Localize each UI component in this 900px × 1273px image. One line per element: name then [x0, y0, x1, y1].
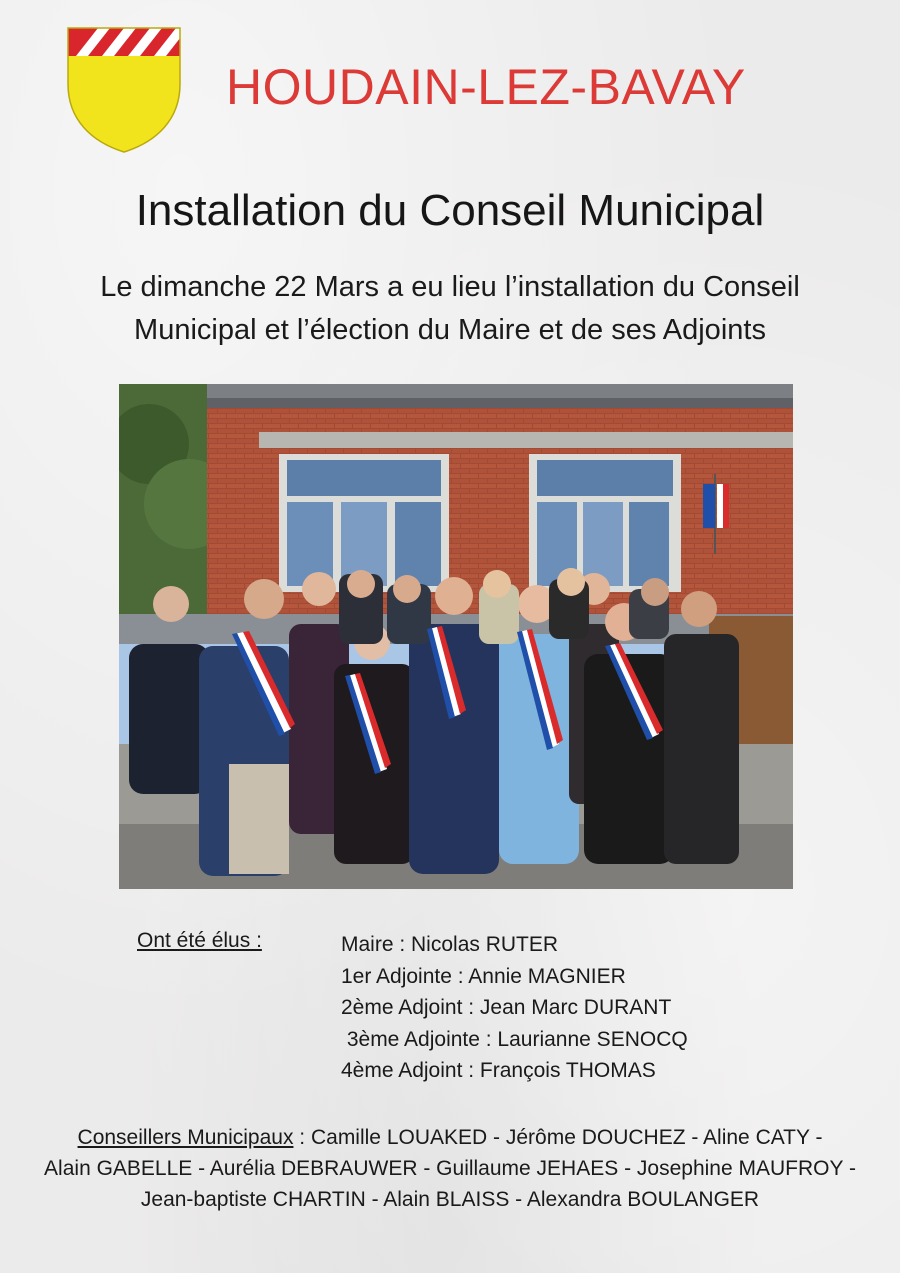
intro-line-1: Le dimanche 22 Mars a eu lieu l’installation du Conseil: [100, 271, 800, 303]
list-item-deputy-4: 4ème Adjoint : François THOMAS: [341, 1059, 656, 1082]
councillors-text: [20, 1122, 880, 1215]
page-title: Installation du Conseil Municipal: [135, 186, 765, 235]
councillors-label: Conseillers Municipaux: [77, 1126, 294, 1149]
list-item-deputy-3: 3ème Adjointe : Laurianne SENOCQ: [341, 1027, 688, 1051]
elected-list: [341, 929, 688, 1087]
intro-text: [30, 266, 870, 352]
list-item-deputy-2: 2ème Adjoint : Jean Marc DURANT: [341, 996, 672, 1019]
councillors-line-2: Alain GABELLE - Aurélia DEBRAUWER - Guillaume JEHAES - Josephine MAUFROY -: [44, 1157, 856, 1180]
intro-line-2: Municipal et l’élection du Maire et de ses Adjoints: [134, 314, 766, 346]
councillors-line-1: : Camille LOUAKED - Jérôme DOUCHEZ - Aline CATY -: [293, 1126, 823, 1149]
coat-of-arms-icon: [66, 26, 182, 154]
group-photo: [119, 384, 793, 889]
list-item-mayor: Maire : Nicolas RUTER: [341, 933, 559, 956]
list-item-deputy-1: 1er Adjointe : Annie MAGNIER: [341, 964, 626, 988]
councillors-line-3: Jean-baptiste CHARTIN - Alain BLAISS - Alexandra BOULANGER: [140, 1188, 760, 1211]
town-name: HOUDAIN-LEZ-BAVAY: [226, 59, 746, 115]
elected-label: Ont été élus :: [137, 929, 262, 952]
